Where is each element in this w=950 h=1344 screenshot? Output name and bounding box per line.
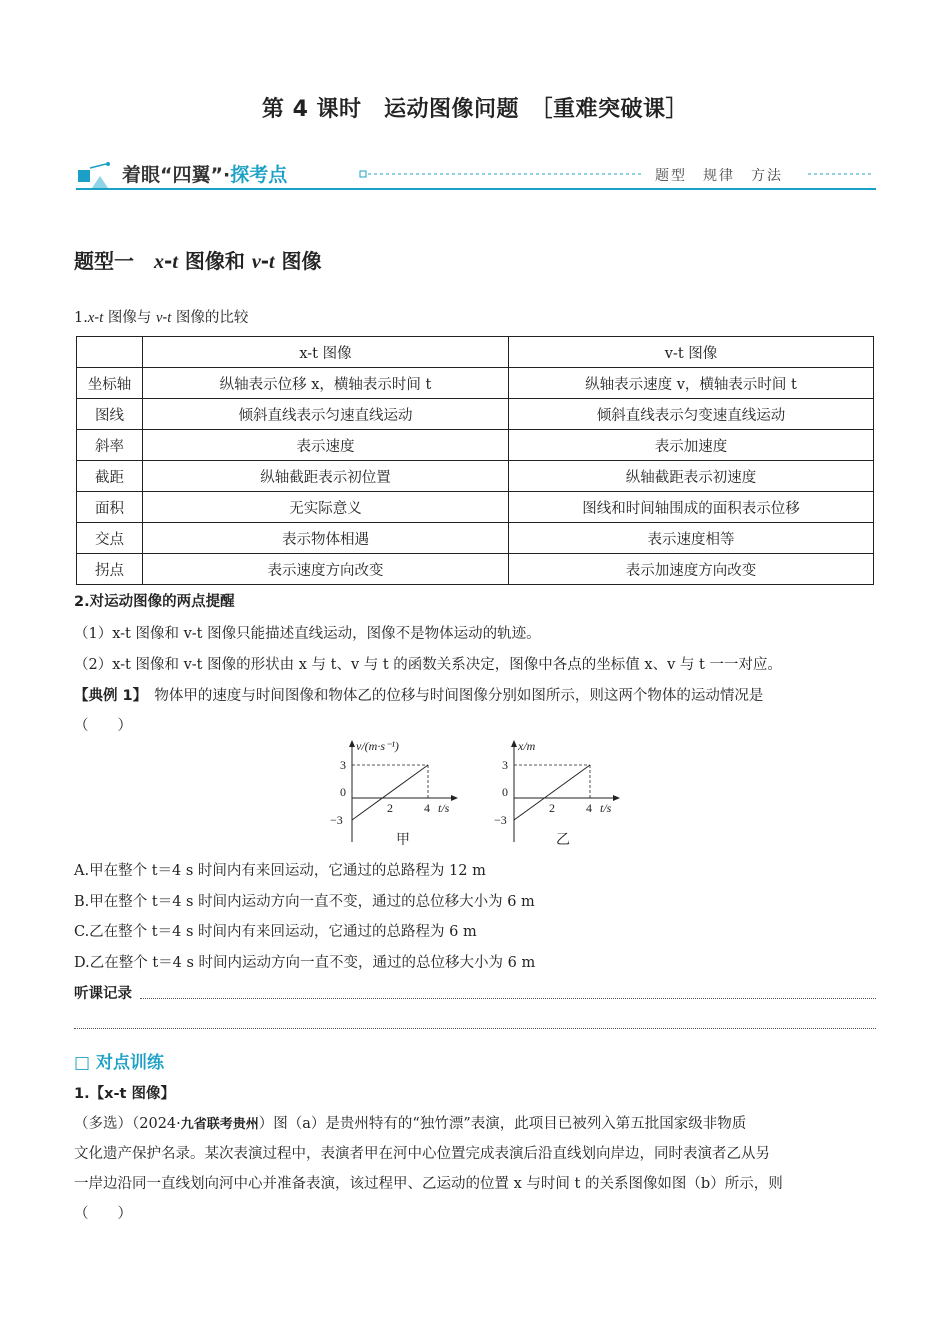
point1-t2: t	[167, 310, 172, 326]
table-cell: 无实际意义	[143, 492, 509, 523]
training-q1-line2: 文化遗产保护名录。某次表演过程中，表演者甲在河中心位置完成表演后沿直线划向岸边，同时表演者乙从另	[74, 1146, 770, 1162]
table-cell: 表示速度方向改变	[143, 554, 509, 585]
banner-square-icon	[78, 170, 90, 182]
section-t2: t	[269, 251, 275, 273]
graph-jia	[328, 738, 468, 850]
table-cell: 表示物体相遇	[143, 523, 509, 554]
q1-source: 九省联考贵州	[180, 1117, 259, 1132]
graph-yi-ybottom: −3	[494, 813, 507, 827]
table-cell: 截距	[77, 461, 143, 492]
table-header-row	[77, 337, 874, 368]
table-cell: 图线	[77, 399, 143, 430]
graph-yi-caption: 乙	[556, 832, 570, 848]
graph-jia-ybottom: −3	[330, 813, 343, 827]
table-cell: 纵轴表示速度 v，横轴表示时间 t	[509, 368, 874, 399]
training-heading: □ 对点训练	[74, 1053, 164, 1073]
table-cell: 面积	[77, 492, 143, 523]
graph-jia-ytop: 3	[340, 758, 346, 772]
table-cell: 表示速度	[143, 430, 509, 461]
example-label: 【典例 1】	[74, 688, 140, 704]
option-b: B.甲在整个 t＝4 s 时间内运动方向一直不变，通过的总位移大小为 6 m	[74, 894, 535, 910]
table-header-cell: x-t 图像	[143, 337, 509, 368]
table-row	[77, 399, 874, 430]
table-row	[77, 430, 874, 461]
graph-yi-xmid: 2	[549, 801, 555, 815]
table-row	[77, 523, 874, 554]
graph-yi-xend: 4	[586, 801, 592, 815]
graph-jia-ylabel: v/(m·s⁻¹)	[356, 739, 399, 753]
graph-jia-xlabel: t/s	[438, 801, 450, 815]
point1-v: v	[155, 310, 163, 326]
comparison-table	[76, 336, 874, 585]
option-d: D.乙在整个 t＝4 s 时间内运动方向一直不变，通过的总位移大小为 6 m	[74, 955, 536, 971]
point1-num: 1.	[74, 310, 88, 326]
table-cell: 图线和时间轴围成的面积表示位移	[509, 492, 874, 523]
table-row	[77, 461, 874, 492]
graph-yi-yzero: 0	[502, 785, 508, 799]
banner-title-part1: 着眼“四翼”·	[122, 164, 231, 186]
example-stem	[74, 686, 880, 706]
point1-mid: 图像与	[103, 310, 156, 326]
table-cell: 坐标轴	[77, 368, 143, 399]
table-cell: 纵轴截距表示初速度	[509, 461, 874, 492]
section-mid: 图像和	[177, 249, 252, 273]
table-cell: 交点	[77, 523, 143, 554]
graph-jia-xend: 4	[424, 801, 430, 815]
table-cell: 拐点	[77, 554, 143, 585]
graph-jia-yzero: 0	[340, 785, 346, 799]
option-a: A.甲在整个 t＝4 s 时间内有来回运动，它通过的总路程为 12 m	[74, 863, 486, 879]
point2-heading: 2.对运动图像的两点提醒	[74, 594, 235, 610]
notes-label: 听课记录	[74, 986, 132, 1002]
banner-title	[122, 160, 287, 187]
banner-title-part2: 探考点	[230, 164, 288, 186]
section-suffix: 图像	[274, 249, 322, 273]
training-q1-bracket: （ ）	[74, 1206, 132, 1222]
training-q1-line1	[74, 1114, 884, 1135]
training-q1-line3: 一岸边沿同一直线划向河中心并准备表演，该过程甲、乙运动的位置 x 与时间 t 的关系图像如图（b）所示，则	[74, 1176, 783, 1192]
table-cell: 斜率	[77, 430, 143, 461]
graph-yi-xlabel: t/s	[600, 801, 612, 815]
table-cell: 倾斜直线表示匀速直线运动	[143, 399, 509, 430]
section-t1: t	[172, 251, 178, 273]
point2-item1: （1）x-t 图像和 v-t 图像只能描述直线运动，图像不是物体运动的轨迹。	[74, 626, 541, 642]
table-cell: 表示加速度方向改变	[509, 554, 874, 585]
table-cell: 纵轴截距表示初位置	[143, 461, 509, 492]
table-header-cell	[77, 337, 143, 368]
banner-triangle-icon	[92, 176, 108, 188]
page-title: 第 4 课时 运动图像问题 ［重难突破课］	[261, 97, 689, 122]
table-row	[77, 492, 874, 523]
section-dash1: -	[164, 249, 173, 273]
banner-subtitle: 题型 规律 方法	[655, 168, 783, 184]
graph-jia-xmid: 2	[387, 801, 393, 815]
section-prefix: 题型一	[74, 249, 154, 273]
table-cell: 表示加速度	[509, 430, 874, 461]
graph-yi-ytop: 3	[502, 758, 508, 772]
graph-jia-caption: 甲	[396, 832, 410, 848]
q1-text: ）图（a）是贵州特有的“独竹漂”表演，此项目已被列入第五批国家级非物质	[258, 1116, 747, 1132]
table-row	[77, 554, 874, 585]
point1-tail: 图像的比较	[171, 310, 249, 326]
section-heading	[74, 245, 322, 274]
point2-item2: （2）x-t 图像和 v-t 图像的形状由 x 与 t、v 与 t 的函数关系决定，图像中各点的坐标值 x、v 与 t 一一对应。	[74, 657, 782, 673]
section-v: v	[251, 251, 261, 273]
graph-yi-x-arrow	[613, 795, 620, 801]
training-q1-label: 1.【x-t 图像】	[74, 1086, 175, 1102]
graph-yi-ylabel: x/m	[518, 739, 536, 753]
table-cell: 纵轴表示位移 x，横轴表示时间 t	[143, 368, 509, 399]
table-row	[77, 368, 874, 399]
graph-jia-x-arrow	[451, 795, 458, 801]
point1-x: x	[87, 310, 95, 326]
section-x: x	[154, 251, 164, 273]
graph-yi	[496, 738, 636, 850]
point1-heading: 1.x-t 图像与 v-t 图像的比较	[74, 310, 249, 326]
table-cell: 表示速度相等	[509, 523, 874, 554]
example-text: 物体甲的速度与时间图像和物体乙的位移与时间图像分别如图所示，则这两个物体的运动情况是	[139, 688, 764, 704]
example-bracket: （ ）	[74, 718, 132, 734]
point1-t1: t	[99, 310, 104, 326]
section-dash2: -	[260, 249, 270, 273]
graph-jia-y-arrow	[349, 740, 355, 747]
table-header-cell: v-t 图像	[509, 337, 874, 368]
table-cell: 倾斜直线表示匀变速直线运动	[509, 399, 874, 430]
option-c: C.乙在整个 t＝4 s 时间内有来回运动，它通过的总路程为 6 m	[74, 924, 477, 940]
separator-line	[74, 1028, 876, 1029]
graph-yi-y-arrow	[511, 740, 517, 747]
q1-prefix: （多选）（2024·	[74, 1116, 181, 1132]
notes-line[interactable]	[140, 998, 876, 999]
